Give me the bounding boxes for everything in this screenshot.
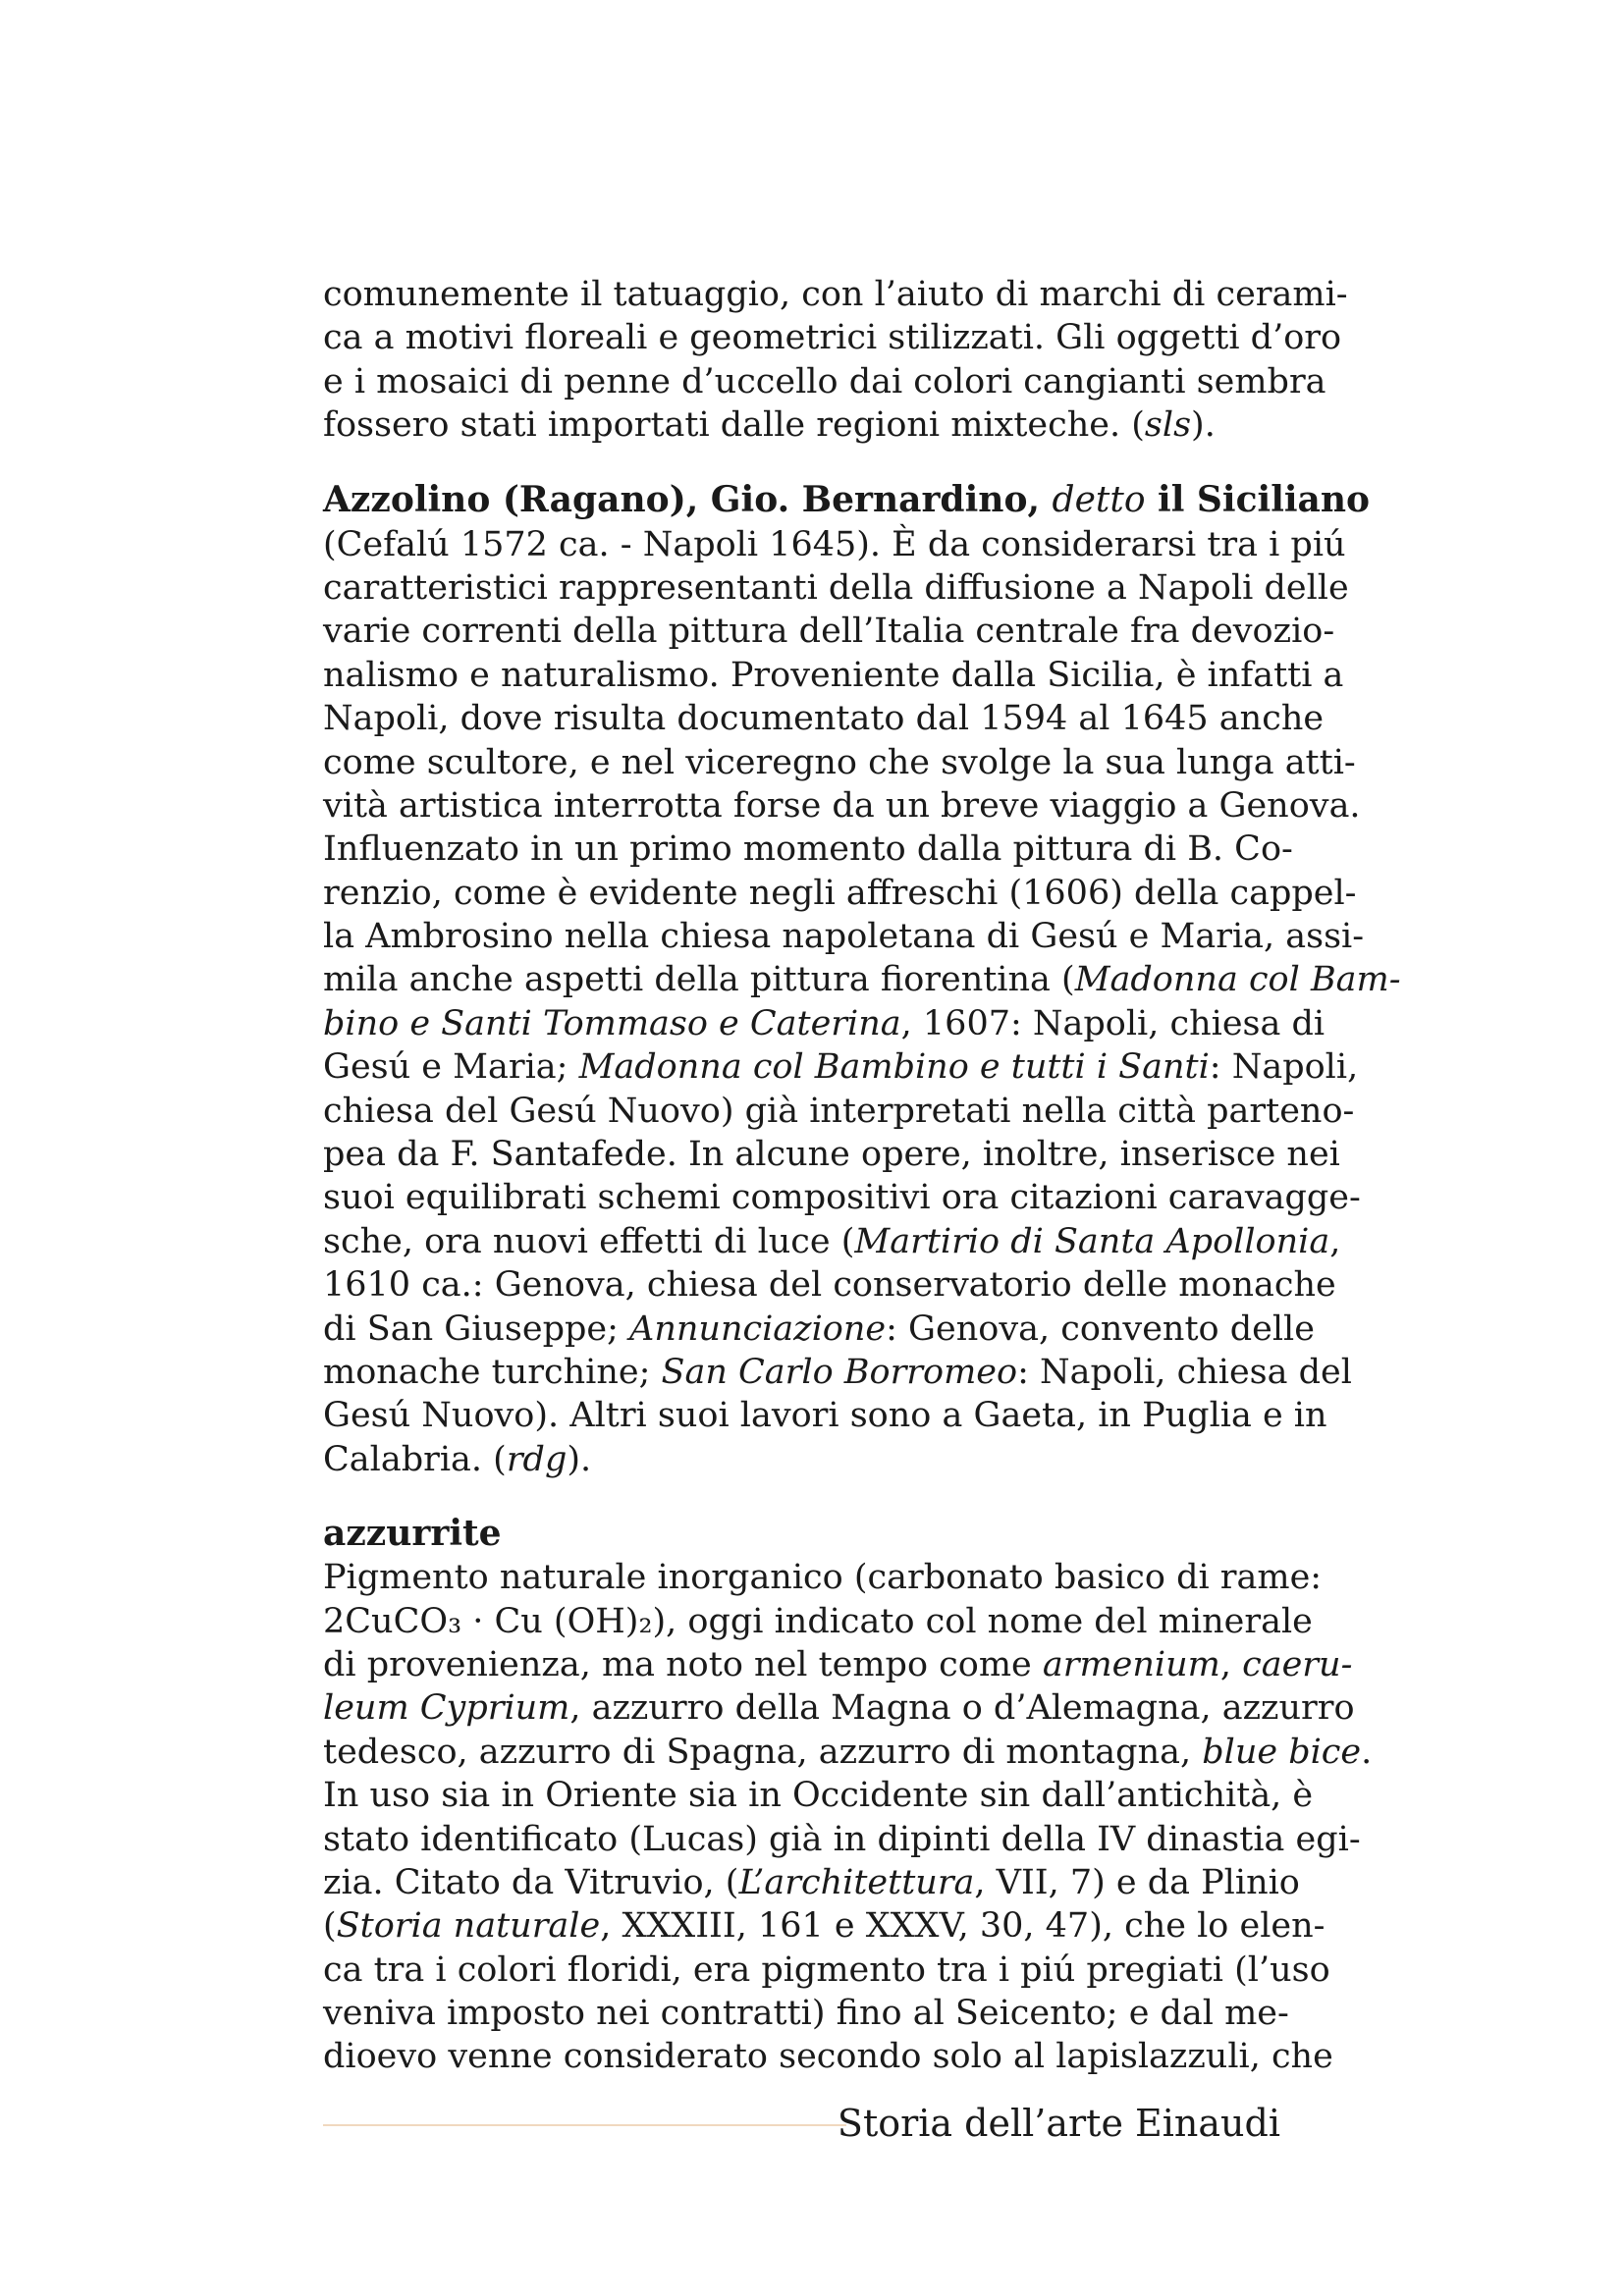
- text-line: ca a motivi floreali e geometrici stilizzati. Gli oggetti d’oro: [323, 318, 1342, 358]
- text-line: Calabria. (rdg).: [323, 1439, 592, 1479]
- text-line: monache turchine; San Carlo Borromeo: Napoli, chiesa del: [323, 1352, 1352, 1392]
- text-line: fossero stati importati dalle regioni mixteche. (sls).: [323, 405, 1216, 446]
- footer-title: Storia dell’arte Einaudi: [837, 2102, 1280, 2145]
- intro-paragraph: [323, 273, 1348, 448]
- text-line: Pigmento naturale inorganico (carbonato basico di rame:: [323, 1558, 1323, 1598]
- entry-title: Azzolino (Ragano), Gio. Bernardino, detto il Siciliano: [323, 478, 1371, 520]
- footer-rule: [323, 2124, 846, 2126]
- text-line: caratteristici rappresentanti della diffusione a Napoli delle: [323, 567, 1349, 608]
- text-line: tedesco, azzurro di Spagna, azzurro di montagna, blue bice.: [323, 1732, 1373, 1772]
- text-line: leum Cyprium, azzurro della Magna o d’Alemagna, azzurro: [323, 1688, 1355, 1729]
- text-line: In uso sia in Oriente sia in Occidente sin dall’antichità, è: [323, 1776, 1314, 1816]
- text-line: (Cefalú 1572 ca. - Napoli 1645). È da considerarsi tra i piú: [323, 524, 1346, 564]
- text-line: (Storia naturale, XXXIII, 161 e XXXV, 30, 47), che lo elen-: [323, 1906, 1325, 1947]
- text-line: suoi equilibrati schemi compositivi ora citazioni caravagge-: [323, 1178, 1361, 1218]
- entry-azzurrite: [323, 1511, 1373, 2079]
- text-line: Gesú e Maria; Madonna col Bambino e tutti i Santi: Napoli,: [323, 1047, 1359, 1088]
- text-line: Gesú Nuovo). Altri suoi lavori sono a Gaeta, in Puglia e in: [323, 1396, 1327, 1436]
- text-line: nalismo e naturalismo. Proveniente dalla Sicilia, è infatti a: [323, 655, 1344, 695]
- author-signature: rdg: [506, 1439, 568, 1479]
- entry-title: azzurrite: [323, 1513, 502, 1555]
- page-content: [323, 273, 1401, 2079]
- text-line: sche, ora nuovi effetti di luce (Martirio di Santa Apollonia,: [323, 1221, 1341, 1261]
- entry-azzolino: [323, 477, 1401, 1482]
- text-line: chiesa del Gesú Nuovo) già interpretati nella città parteno-: [323, 1091, 1355, 1131]
- text-line: 1610 ca.: Genova, chiesa del conservatorio delle monache: [323, 1265, 1336, 1306]
- text-line: pea da F. Santafede. In alcune opere, inoltre, inserisce nei: [323, 1135, 1340, 1175]
- text-line: vità artistica interrotta forse da un breve viaggio a Genova.: [323, 785, 1361, 826]
- text-line: bino e Santi Tommaso e Caterina, 1607: Napoli, chiesa di: [323, 1003, 1325, 1043]
- text-line: varie correnti della pittura dell’Italia centrale fra devozio-: [323, 612, 1335, 652]
- text-line: veniva imposto nei contratti) fino al Seicento; e dal me-: [323, 1994, 1289, 2034]
- text-line: mila anche aspetti della pittura fiorentina (Madonna col Bam-: [323, 960, 1401, 1000]
- text-line: di provenienza, ma noto nel tempo come armenium, caeru-: [323, 1644, 1353, 1684]
- text-line: stato identificato (Lucas) già in dipinti della IV dinastia egi-: [323, 1819, 1361, 1859]
- text-line: comunemente il tatuaggio, con l’aiuto di marchi di cerami-: [323, 275, 1348, 314]
- author-signature: sls: [1144, 405, 1192, 446]
- text-line: la Ambrosino nella chiesa napoletana di Gesú e Maria, assi-: [323, 917, 1365, 957]
- text-line: ca tra i colori floridi, era pigmento tra i piú pregiati (l’uso: [323, 1949, 1330, 1990]
- text-line: come scultore, e nel viceregno che svolge la sua lunga atti-: [323, 742, 1356, 782]
- text-line: 2CuCO₃ · Cu (OH)₂), oggi indicato col nome del minerale: [323, 1601, 1313, 1641]
- text-line: Influenzato in un primo momento dalla pittura di B. Co-: [323, 829, 1293, 870]
- text-line: renzio, come è evidente negli affreschi (1606) della cappel-: [323, 873, 1357, 913]
- text-line: di San Giuseppe; Annunciazione: Genova, convento delle: [323, 1308, 1315, 1349]
- text-line: Napoli, dove risulta documentato dal 1594 al 1645 anche: [323, 699, 1325, 739]
- text-line: e i mosaici di penne d’uccello dai colori cangianti sembra: [323, 361, 1326, 401]
- text-line: zia. Citato da Vitruvio, (L’architettura, VII, 7) e da Plinio: [323, 1862, 1300, 1902]
- text-line: dioevo venne considerato secondo solo al lapislazzuli, che: [323, 2037, 1333, 2077]
